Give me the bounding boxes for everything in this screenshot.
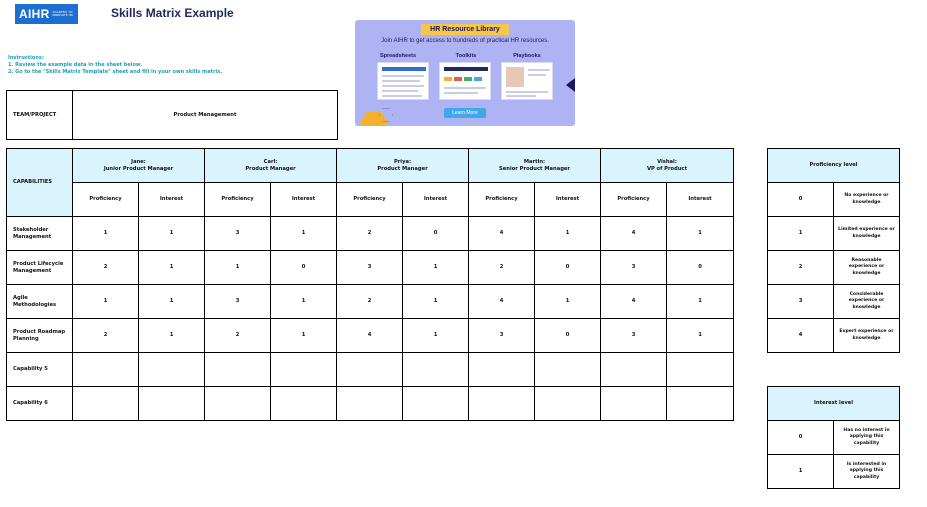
legend-level: 1 [768, 217, 834, 251]
interest-cell[interactable]: 0 [403, 217, 469, 251]
legend-level: 0 [768, 421, 834, 455]
interest-cell[interactable]: 1 [403, 285, 469, 319]
interest-cell[interactable]: 1 [667, 285, 734, 319]
interest-cell[interactable]: 1 [667, 319, 734, 353]
proficiency-cell[interactable] [469, 387, 535, 421]
instructions [8, 55, 222, 76]
proficiency-cell[interactable]: 3 [205, 285, 271, 319]
table-row [7, 353, 734, 387]
hr-resource-library-banner[interactable] [355, 20, 575, 126]
sub-header-interest: Interest [271, 183, 337, 217]
proficiency-cell[interactable]: 3 [337, 251, 403, 285]
table-row [7, 319, 734, 353]
person-header-priya: Priya: Product Manager [337, 149, 469, 183]
sub-header-interest: Interest [535, 183, 601, 217]
legend-description: Is interested in applying this capability [834, 455, 900, 489]
table-row [7, 285, 734, 319]
legend-description: Expert experience or knowledge [834, 319, 900, 353]
proficiency-cell[interactable] [469, 353, 535, 387]
interest-legend-body [768, 421, 900, 489]
proficiency-cell[interactable]: 1 [73, 285, 139, 319]
person-header-carl: Carl: Product Manager [205, 149, 337, 183]
legend-description: Has no interest in applying this capability [834, 421, 900, 455]
logo-text: AIHR [19, 7, 50, 21]
interest-cell[interactable]: 1 [535, 217, 601, 251]
sub-header-proficiency: Proficiency [205, 183, 271, 217]
table-row [7, 387, 734, 421]
proficiency-legend-body [768, 183, 900, 353]
page-title: Skills Matrix Example [111, 6, 234, 20]
legend-row [768, 217, 900, 251]
table-row [7, 251, 734, 285]
banner-column-playbooks: Playbooks [513, 53, 541, 59]
legend-row [768, 183, 900, 217]
proficiency-cell[interactable]: 3 [469, 319, 535, 353]
legend-level: 3 [768, 285, 834, 319]
proficiency-cell[interactable]: 4 [469, 217, 535, 251]
interest-cell[interactable] [139, 353, 205, 387]
interest-cell[interactable] [535, 353, 601, 387]
proficiency-cell[interactable] [337, 387, 403, 421]
proficiency-cell[interactable]: 2 [205, 319, 271, 353]
legend-row [768, 285, 900, 319]
capabilities-header: CAPABILITIES [7, 149, 73, 217]
person-header-vishal: Vishal: VP of Product [601, 149, 734, 183]
person-header-martin: Martin: Senior Product Manager [469, 149, 601, 183]
sub-header-proficiency: Proficiency [469, 183, 535, 217]
interest-cell[interactable]: 1 [139, 285, 205, 319]
interest-cell[interactable]: 0 [667, 251, 734, 285]
sub-header-proficiency: Proficiency [601, 183, 667, 217]
toolkit-thumbnail [439, 62, 491, 100]
legend-row [768, 319, 900, 353]
banner-subtitle: Join AIHR to get access to hundreds of practical HR resources. [381, 38, 549, 44]
proficiency-cell[interactable] [601, 353, 667, 387]
sub-header-interest: Interest [667, 183, 734, 217]
interest-cell[interactable]: 1 [403, 319, 469, 353]
interest-cell[interactable] [403, 353, 469, 387]
sub-header-proficiency: Proficiency [73, 183, 139, 217]
team-project-label: TEAM/PROJECT [7, 91, 73, 140]
capability-label: Capability 5 [7, 353, 73, 387]
proficiency-cell[interactable]: 2 [73, 251, 139, 285]
interest-cell[interactable]: 0 [271, 251, 337, 285]
sub-header-interest: Interest [139, 183, 205, 217]
aihr-logo[interactable] [15, 4, 78, 24]
interest-cell[interactable] [535, 387, 601, 421]
capability-label: Agile Methodologies [7, 285, 73, 319]
capability-label: Stakeholder Management [7, 217, 73, 251]
skills-matrix-table [6, 148, 734, 421]
sub-header-interest: Interest [403, 183, 469, 217]
interest-cell[interactable]: 1 [271, 285, 337, 319]
proficiency-cell[interactable] [73, 387, 139, 421]
interest-cell[interactable]: 0 [535, 319, 601, 353]
matrix-body [7, 217, 734, 421]
legend-level: 4 [768, 319, 834, 353]
legend-level: 2 [768, 251, 834, 285]
team-project-value[interactable]: Product Management [73, 91, 338, 140]
proficiency-cell[interactable] [337, 353, 403, 387]
playbook-thumbnail [501, 62, 553, 100]
team-project-table [6, 90, 338, 140]
interest-cell[interactable]: 1 [139, 319, 205, 353]
proficiency-cell[interactable]: 1 [205, 251, 271, 285]
proficiency-cell[interactable]: 4 [469, 285, 535, 319]
sub-header-proficiency: Proficiency [337, 183, 403, 217]
proficiency-cell[interactable]: 4 [337, 319, 403, 353]
interest-cell[interactable] [271, 387, 337, 421]
proficiency-cell[interactable] [601, 387, 667, 421]
legend-level: 1 [768, 455, 834, 489]
instructions-heading: Instructions: [8, 55, 44, 61]
instructions-step-2: 2. Go to the "Skills Matrix Template" sheet and fill in your own skills matrix. [8, 69, 223, 75]
logo-tagline: ACADEMY TO INNOVATE HR [52, 9, 73, 17]
proficiency-cell[interactable] [205, 387, 271, 421]
proficiency-legend-table [767, 148, 900, 353]
interest-cell[interactable] [667, 387, 734, 421]
proficiency-cell[interactable] [73, 353, 139, 387]
interest-cell[interactable]: 1 [271, 319, 337, 353]
proficiency-cell[interactable]: 2 [73, 319, 139, 353]
proficiency-cell[interactable]: 1 [73, 217, 139, 251]
interest-cell[interactable]: 1 [535, 285, 601, 319]
capability-label: Product Roadmap Planning [7, 319, 73, 353]
interest-cell[interactable] [403, 387, 469, 421]
banner-title: HR Resource Library [421, 24, 509, 35]
interest-cell[interactable] [667, 353, 734, 387]
legend-level: 0 [768, 183, 834, 217]
learn-more-button[interactable]: Learn More [444, 108, 486, 118]
interest-cell[interactable]: 1 [667, 217, 734, 251]
interest-cell[interactable]: 1 [403, 251, 469, 285]
legend-row [768, 421, 900, 455]
proficiency-cell[interactable]: 3 [205, 217, 271, 251]
capability-label: Product Lifecycle Management [7, 251, 73, 285]
interest-cell[interactable] [271, 353, 337, 387]
proficiency-cell[interactable] [205, 353, 271, 387]
next-arrow-icon[interactable] [566, 78, 575, 92]
proficiency-cell[interactable]: 2 [337, 217, 403, 251]
interest-legend-title: Interest level [768, 387, 900, 421]
interest-cell[interactable]: 0 [535, 251, 601, 285]
banner-column-spreadsheets: Spreadsheets [379, 53, 417, 59]
legend-description: No experience or knowledge [834, 183, 900, 217]
proficiency-cell[interactable]: 3 [601, 319, 667, 353]
person-header-jane: Jane: Junior Product Manager [73, 149, 205, 183]
table-row [7, 217, 734, 251]
instructions-step-1: 1. Review the example data in the sheet below. [8, 62, 143, 68]
banner-column-toolkits: Toolkits [455, 53, 477, 59]
proficiency-cell[interactable]: 4 [601, 285, 667, 319]
legend-description: Considerable experience or knowledge [834, 285, 900, 319]
legend-description: Limited experience or knowledge [834, 217, 900, 251]
proficiency-legend-title: Proficiency level [768, 149, 900, 183]
interest-cell[interactable]: 1 [271, 217, 337, 251]
proficiency-cell[interactable]: 4 [601, 217, 667, 251]
interest-cell[interactable]: 1 [139, 217, 205, 251]
interest-cell[interactable] [139, 387, 205, 421]
legend-row [768, 455, 900, 489]
legend-description: Reasonable experience or knowledge [834, 251, 900, 285]
capability-label: Capability 6 [7, 387, 73, 421]
proficiency-cell[interactable]: 2 [337, 285, 403, 319]
proficiency-cell[interactable]: 3 [601, 251, 667, 285]
interest-cell[interactable]: 1 [139, 251, 205, 285]
interest-legend-table [767, 386, 900, 489]
legend-row [768, 251, 900, 285]
spreadsheet-thumbnail [377, 62, 429, 100]
proficiency-cell[interactable]: 2 [469, 251, 535, 285]
